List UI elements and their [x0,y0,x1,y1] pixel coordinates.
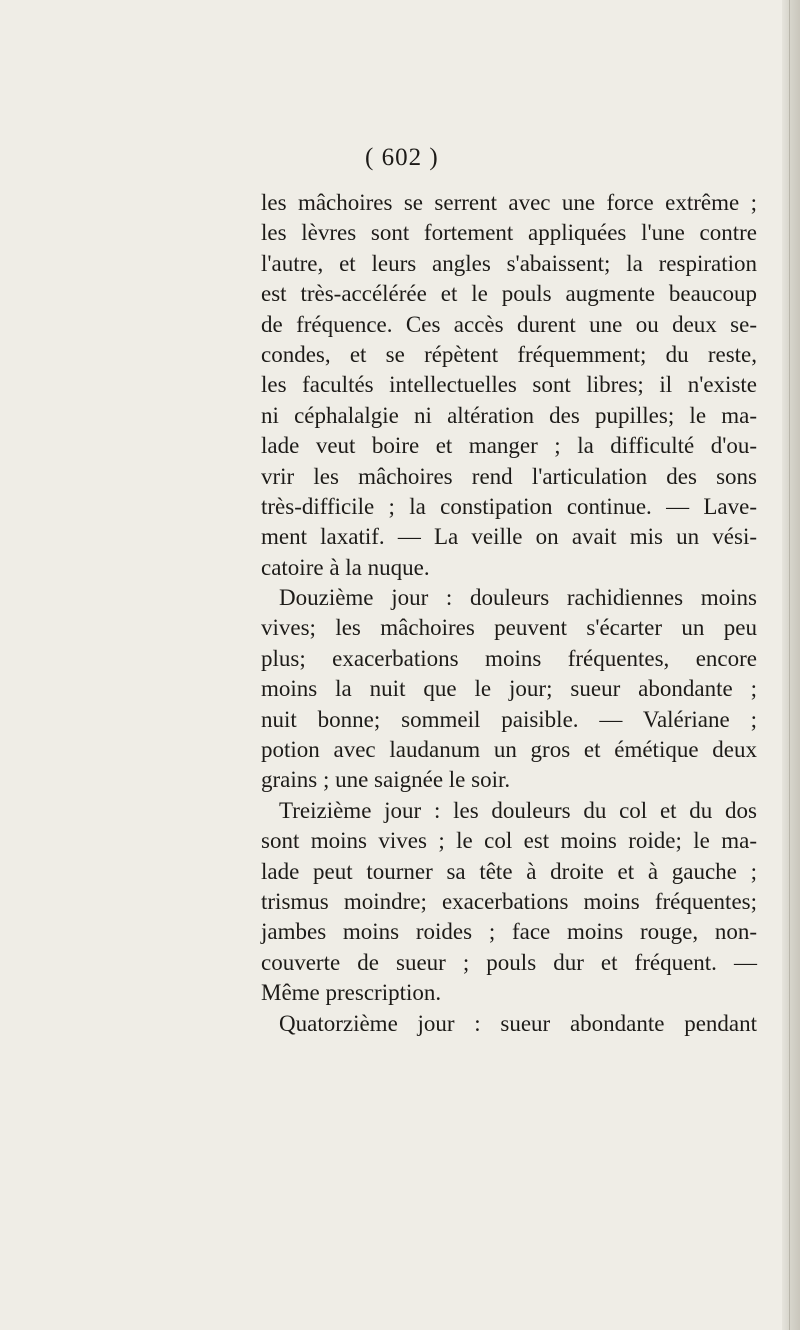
text-line: moins la nuit que le jour; sueur abondante ; [261,676,757,702]
text-line: Treizième jour : les douleurs du col et du dos [279,797,757,823]
text-line: lade veut boire et manger ; la difficulté d'ou- [261,433,757,459]
text-line: l'autre, et leurs angles s'abaissent; la respiration [261,250,757,276]
text-line: les facultés intellectuelles sont libres; il n'existe [261,372,757,398]
page-edge-line [789,0,790,1330]
text-line: Même prescription. [261,980,442,1006]
text-line: catoire à la nuque. [261,554,430,580]
text-line: nuit bonne; sommeil paisible. — Valériane ; [261,706,757,732]
text-line: Quatorzième jour : sueur abondante pendant [279,1010,757,1036]
text-line: très-difficile ; la constipation continue. — Lave- [261,493,757,519]
text-line: jambes moins roides ; face moins rouge, non- [261,919,757,945]
text-line: les lèvres sont fortement appliquées l'une contre [261,220,757,246]
text-line: vives; les mâchoires peuvent s'écarter un peu [261,615,757,641]
text-line: lade peut tourner sa tête à droite et à gauche ; [261,858,757,884]
page-number: ( 602 ) [365,144,439,171]
text-line: sont moins vives ; le col est moins roide; le ma- [261,828,757,854]
text-line: plus; exacerbations moins fréquentes, encore [261,645,757,671]
text-line: de fréquence. Ces accès durent une ou deux se- [261,311,757,337]
text-line: les mâchoires se serrent avec une force extrême ; [261,190,757,215]
text-line: grains ; une saignée le soir. [261,767,511,793]
text-line: couverte de sueur ; pouls dur et fréquent. — [261,949,757,975]
text-line: potion avec laudanum un gros et émétique deux [261,737,757,763]
text-line: Douzième jour : douleurs rachidiennes moins [279,585,757,611]
body-text [261,188,757,1039]
text-line: condes, et se répètent fréquemment; du reste, [261,341,757,367]
text-line: ment laxatif. — La veille on avait mis un vési- [261,524,757,550]
text-line: vrir les mâchoires rend l'articulation des sons [261,463,757,489]
text-line: est très-accélérée et le pouls augmente beaucoup [261,281,757,307]
text-line: ni céphalalgie ni altération des pupilles; le ma- [261,402,757,428]
page-edge [782,0,800,1330]
text-line: trismus moindre; exacerbations moins fréquentes; [261,888,757,914]
